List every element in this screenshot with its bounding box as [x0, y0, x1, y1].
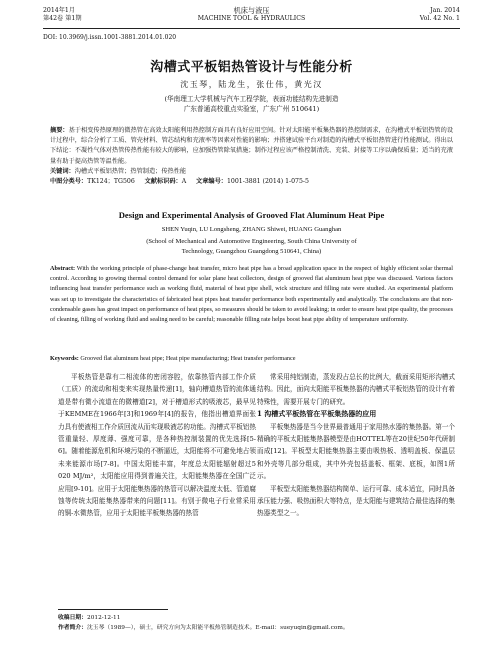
section-heading: 1 沟槽式平板热管在平板集热器的应用 — [257, 409, 377, 419]
abstract-chinese — [50, 126, 453, 187]
authors-english: SHEN Yuqin, LU Longsheng, ZHANG Shiwei, HUANG Guanghan — [161, 226, 342, 233]
footnote-rule — [58, 609, 168, 610]
affiliation-english: (School of Mechanical and Automotive Engineering, South China University of Technology, Guangzhou Guangdong 510641, China) — [146, 238, 357, 255]
received-label: 收稿日期： — [58, 615, 87, 621]
title-english: Design and Experimental Analysis of Grooved Flat Aluminum Heat Pipe — [118, 210, 385, 220]
running-header — [43, 7, 460, 29]
keywords-text: 沟槽式平板铝热管；热管制造；传热性能 — [74, 167, 187, 175]
body-paragraph: 平板热管是靠有二相流体的密闭容腔，依靠热管内部工作介质（工质）的流动和相变来实现热量传递[1]，轴向槽道热管的流体通道是带有微小流道在的微槽道[2]，对于槽道形式的吸液芯，最早见于KEMME在1966年[3]和1969年[4]的报告，他指出槽道界面张力具有使液相工作介质回流从而实现吸液芯的功能。沟槽式平板铝热管重量轻、厚度薄、强度可靠，是各种热控制装置的优先选择[5-6]。随着能源危机和环境污染的不断逼近，太阳能将不可避免地占领未来能源市场[7-8]。中国太阳能丰富，年度总太阳能辐射超过5 020 MJ/m²，太阳能应用得到普遍关注，太阳能集热器在全国广泛应用[9-10]。应用于太阳能集热器的热管可以解决温度太低、管道腐蚀等传统太阳能集热器带来的问题[11]。有别于微电子行业常采用的铜-水微热管，应用于太阳能平板集热器的热管 — [58, 373, 256, 518]
header-rule — [43, 28, 460, 29]
doi-line: DOI: 10.3969/j.issn.1001-3881.2014.01.020 — [43, 34, 177, 41]
header-volume: Jan. 2014 Vol. 42 No. 1 — [419, 7, 460, 22]
abstract-english — [50, 264, 453, 325]
abstract-en-label: Abstract: — [50, 265, 76, 272]
class-label: 中图分类号： — [50, 178, 88, 186]
class-value: TK124；TG506 — [87, 178, 135, 186]
abstract-en-text: With the working principle of phase-change heat transfer, micro heat pipe has a broad application space in the respect of highly efficient solar thermal control. According to growing thermal control demand for solar plane heat collectors, design of grooved flat aluminum heat pipe was discussed. Various factors influencing heat transfer performance such as working fluid, material of heat pipe shell, wick structure and filling rate were studied. An experimental platform was set up to investigate the characteristics of fabricated heat pipes heat transfer performance both experimentally and analytically. The conclusions are that non-condensable gases has great impact on performance of heat pipes, so measures should be taken to avoid leaking; in order to ensure heat pipe quality, the processes of cleaning, filling of working fluid and sealing need to be careful; reasonable filling rate helps boost heat pipe ability of temperature uniformity. — [50, 265, 453, 324]
footnote — [58, 613, 460, 633]
affiliation-chinese: (华南理工大学机械与汽车工程学院，表面功能结构先进制造 广东普通高校重点实验室，广东广州 510641) — [164, 95, 339, 113]
header-journal-name: 机床与液压 MACHINE TOOL & HYDRAULICS — [197, 6, 306, 22]
authors-chinese: 沈玉琴，陆龙生，张仕伟，黄光汉 — [180, 80, 323, 89]
abstract-label: 摘要： — [50, 127, 69, 134]
header-date-issue: 2014年1月 第42卷 第1期 — [43, 7, 82, 22]
body-paragraph: 常采用纯铝制造，蒸发段占总长的比例大，截面采用矩形沟槽式结构。因此，面向太阳能平板集热器的沟槽式平板铝热管的设计有着特殊性，需要开展专门的研究。 — [257, 373, 455, 406]
body-paragraph: 平板集热器是当今世界最普通用于家用热水器的集热器。第一个精确的平板太阳能集热器模型是由HOTTEL等在20世纪50年代研制而成[12]。平板型太阳能集热器主要由吸热板、透明盖板、保温层和外壳等几部分组成，其中外壳包括盖板、框架、底板，如图1所示。 — [257, 422, 455, 481]
keywords-label: 关键词： — [50, 167, 75, 175]
title-chinese: 沟槽式平板铝热管设计与性能分析 — [150, 60, 353, 75]
keywords-en-text: Grooved flat aluminum heat pipe; Heat pipe manufacturing; Heat transfer performance — [80, 355, 296, 362]
body-paragraph: 平板型太阳能集热器结构简单、运行可靠、成本适宜，同时具备承压能力强、吸热面积大等特点，是太阳能与建筑结合最佳选择的集热器类型之一。 — [257, 484, 455, 518]
author-info-label: 作者简介： — [58, 625, 87, 631]
keywords-english — [50, 355, 453, 362]
code-label: 文献标识码： — [144, 178, 182, 186]
article-id-value: 1001-3881 (2014) 1-075-5 — [226, 178, 309, 186]
body-column-left — [58, 371, 256, 520]
author-info: 沈玉琴（1989—），硕士，研究方向为太阳能平板热管制造技术。E-mail：sueyuqin@gmail.com。 — [87, 625, 349, 631]
body-column-right — [257, 371, 455, 520]
received-date: 2012-12-11 — [87, 615, 121, 621]
keywords-en-label: Keywords: — [50, 355, 79, 362]
abstract-text: 基于相变传热原理的微热管在高效太阳能利用热控制方面具有良好应用空间。针对太阳能平板集热器的热控制需求，在沟槽式平板铝热管的设计过程中，综合分析了工质、管壳材料、管芯结构和充液率等因素对性能的影响；并搭建试验平台对制造的沟槽式平板铝热管进行性能测试。得出以下结论：不凝性气体对热管传热性能有较大的影响，应加强热管除氧措施；制作过程应该严格控制清洗、充装、封接等工序以确保质量；适当的充液量有助于提高热管等温性能。 — [50, 127, 454, 165]
code-value: A — [181, 178, 187, 186]
article-id-label: 文章编号： — [196, 178, 227, 186]
